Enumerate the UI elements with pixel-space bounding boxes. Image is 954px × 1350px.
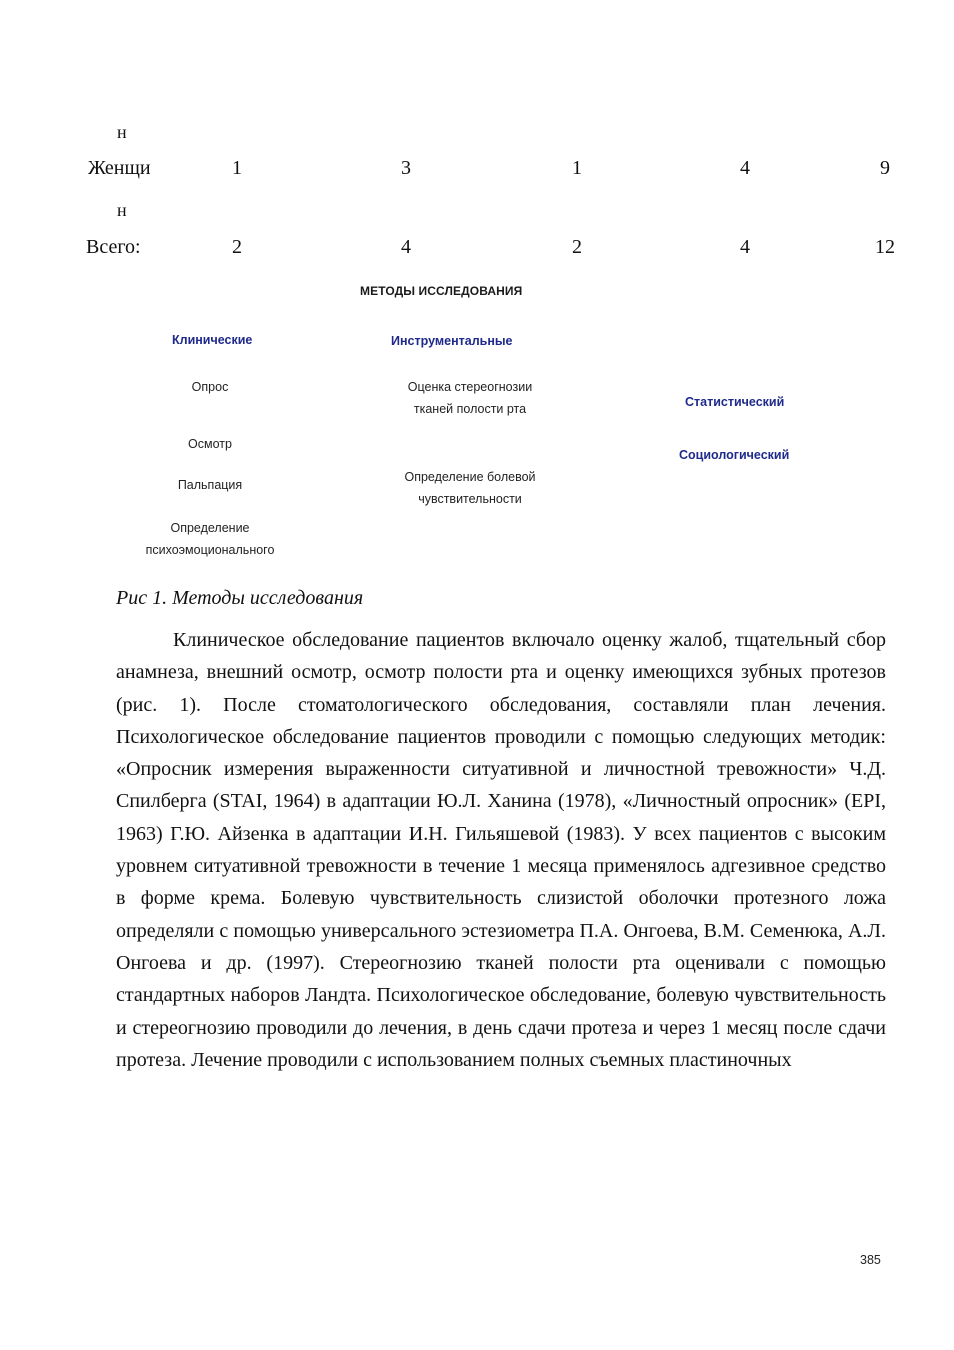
clinical-item-psychoemotional-line2: психоэмоционального bbox=[145, 543, 275, 557]
body-paragraph: Клиническое обследование пациентов включало оценку жалоб, тщательный сбор анамнеза, внешний осмотр, осмотр полости рта и оценку имеющихся зубных протезов (рис. 1). После стоматологического обследования, составляли план лечения. Психологическое обследование пациентов проводили с помощью следующих методик: «Опросник измерения выраженности ситуативной и личностной тревожности» Ч.Д. Спилберга (STAI, 1964) в адаптации Ю.Л. Ханина (1978), «Личностный опросник» (EPI, 1963) Г.Ю. Айзенка в адаптации И.Н. Гильяшевой (1983). У всех пациентов с высоким уровнем ситуативной тревожности в течение 1 месяца применялось адгезивное средство в форме крема. Болевую чувствительность слизистой оболочки протезного ложа определяли с помощью универсального эстезиометра П.А. Онгоева, В.М. Семенюка, А.Л. Онгоева и др. (1997). Стереогнозию тканей полости рта оценивали с помощью стандартных наборов Ландта. Психологическое обследование, болевую чувствительность и стереогнозию проводили до лечения, в день сдачи протеза и через 1 месяц после сдачи протеза. Лечение проводили с использованием полных съемных пластиночных bbox=[116, 629, 886, 1071]
table-text-fragment: н bbox=[117, 200, 127, 220]
table-cell: 4 bbox=[740, 236, 750, 258]
clinical-heading: Клинические bbox=[172, 333, 253, 347]
table-cell: 2 bbox=[232, 236, 242, 258]
figure-caption: Рис 1. Методы исследования bbox=[116, 587, 364, 609]
table-cell: 4 bbox=[740, 157, 750, 179]
page-number: 385 bbox=[860, 1253, 881, 1267]
sociological-heading: Социологический bbox=[679, 448, 790, 462]
clinical-item-psychoemotional: Определение bbox=[170, 521, 250, 535]
instrumental-heading: Инструментальные bbox=[391, 334, 513, 348]
statistical-heading: Статистический bbox=[685, 395, 785, 409]
table-cell: 12 bbox=[875, 236, 895, 258]
clinical-item-examination: Осмотр bbox=[188, 437, 232, 451]
clinical-item-palpation: Пальпация bbox=[177, 478, 243, 492]
body-text bbox=[116, 624, 886, 1076]
table-cell: 1 bbox=[232, 157, 242, 179]
table-cell: 2 bbox=[572, 236, 582, 258]
instrumental-item-stereognosis-line2: тканей полости рта bbox=[413, 402, 527, 416]
clinical-item-survey: Опрос bbox=[191, 380, 229, 394]
table-text-fragment: н bbox=[117, 122, 127, 142]
table-cell: 3 bbox=[401, 157, 411, 179]
row-label: Всего: bbox=[86, 236, 141, 258]
table-cell: 1 bbox=[572, 157, 582, 179]
table-cell: 9 bbox=[880, 157, 890, 179]
instrumental-item-pain-sensitivity-line2: чувствительности bbox=[418, 492, 522, 506]
instrumental-item-stereognosis: Оценка стереогнозии bbox=[407, 380, 533, 394]
diagram-title: МЕТОДЫ ИССЛЕДОВАНИЯ bbox=[360, 284, 523, 298]
row-label: Женщи bbox=[88, 157, 151, 179]
instrumental-item-pain-sensitivity: Определение болевой bbox=[404, 470, 536, 484]
table-cell: 4 bbox=[401, 236, 411, 258]
